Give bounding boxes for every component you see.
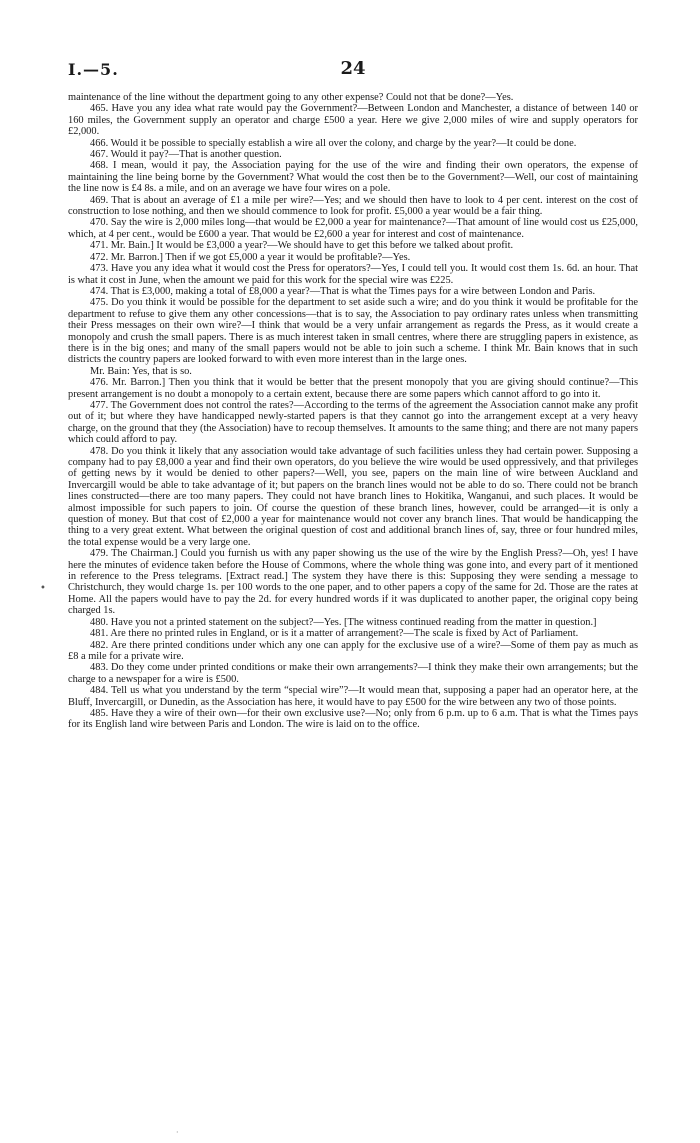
scan-mark: · xyxy=(176,1128,179,1137)
paragraph: 475. Do you think it would be possible for the department to set aside such a wire; and do you think it would be profitable for the department to refuse to give them any other concessions—that is to say, the Association to pay ordinary rates unless when transmitting their Press messages on their own wire?—I think that would be a very unfair arrangement as regards the Press, as it would create a monopoly and crush the small papers. There is as much interest taken in small centres, where there are struggling papers in existence, as there is in the big ones; and many of the small papers would not be able to join such a scheme. I think Mr. Bain knows that in such districts the country papers are looked forward to with even more interest than in the large ones. xyxy=(68,297,638,366)
paragraph: 466. Would it be possible to specially establish a wire all over the colony, and charge by the year?—It could be done. xyxy=(90,137,577,149)
margin-mark: • xyxy=(40,583,46,594)
paragraph: 482. Are there printed conditions under which any one can apply for the exclusive use of a wire?—Some of them pay as much as £8 a mile for a private wire. xyxy=(68,639,638,662)
paragraph: 481. Are there no printed rules in England, or is it a matter of arrangement?—The scale is fixed by Act of Parliament. xyxy=(90,628,579,640)
paragraph: 485. Have they a wire of their own—for their own exclusive use?—No; only from 6 p.m. up to 6 a.m. That is what the Times pays for its English land wire between Paris and London. The wire is laid on to the office. xyxy=(68,707,638,731)
paragraph: 477. The Government does not control the rates?—According to the terms of the agreement the Association cannot make any profit out of it; but where they have handicapped newly-started papers is that they cannot go into the arrangement except at a very heavy charge, on the ground that they (the Association) have to recoup themselves. It amounts to the same thing; and there are not many papers which could afford to pay. xyxy=(68,399,638,446)
paragraph: 479. The Chairman.] Could you furnish us with any paper showing us the use of the wire by the English Press?—Oh, yes! I have here the minutes of evidence taken before the House of Commons, where the whole thing was gone into, and every part of it mentioned in reference to the Press telegrams. [Extract read.] The system they have there is this: Supposing they were sending a message to Christchurch, they would charge 1s. per 100 words to the one paper, and to other papers a copy of the same for 2d. Those are the rates at Home. All the papers would have to pay the 2d. for every hundred words if it was duplicated to another paper, the original copy being charged 1s. xyxy=(68,548,638,617)
paragraph: 480. Have you not a printed statement on the subject?—Yes. [The witness continued reading from the matter in question.] xyxy=(90,616,597,628)
paragraph: 473. Have you any idea what it would cost the Press for operators?—Yes, I could tell you. It would cost them 1s. 6d. an hour. That is what it cost in June, when the amount we paid for this work for the special wire was £225. xyxy=(68,263,638,286)
paragraph: 476. Mr. Barron.] Then you think that it would be better that the present monopoly that you are giving should continue?—This present arrangement is no doubt a monopoly to a certain extent, because there are some papers which cannot afford to go into it. xyxy=(68,377,638,400)
paragraph: 478. Do you think it likely that any association would take advantage of such facilities unless they had certain power. Supposing a company had to pay £8,000 a year and find their own operators, do you believe the wire would be used oppressively, and that privileges of getting news by it would be denied to other papers?—Well, you see, papers on the main line of wire between Auckland and Invercargill would be able to take advantage of it; but papers on the branch lines would not be able to do so. There could not be branch lines constructed—there are too many papers. They could not have branch lines to Hokitika, Wanganui, and such places. It would be almost impossible for such papers to join. Of course the question of these branch lines, however, could be arranged—it is only a question of money. But that cost of £2,000 a year for maintenance would not cover any branch lines. That would be handicapping the thing to a very great extent. What between the original question of cost and additional branch lines of, say, three or four hundred miles, the total expense would be a very large one. xyxy=(68,445,638,548)
paragraph: 465. Have you any idea what rate would pay the Government?—Between London and Manchester, a distance of between 140 or 160 miles, the Government supply an operator and charge £500 a year. Here we give 2,000 miles of wire and supply operators for £2,000. xyxy=(68,103,638,138)
paragraph: 472. Mr. Barron.] Then if we got £5,000 a year it would be profitable?—Yes. xyxy=(90,251,411,263)
paragraph: 469. That is about an average of £1 a mile per wire?—Yes; and we should then have to look to 4 per cent. interest on the cost of construction to lose nothing, and then we should commence to look for profit. £5,000 a year would be a fair thing. xyxy=(68,194,638,218)
body-text xyxy=(68,92,638,731)
paragraph: 484. Tell us what you understand by the term “special wire”?—It would mean that, supposing a paper had an operator here, at the Bluff, Invercargill, or Dunedin, as the Association has here, it would have to pay £500 for the wire between any two of those points. xyxy=(68,685,638,708)
page-number: 24 xyxy=(340,58,366,79)
paragraph: 468. I mean, would it pay, the Association paying for the use of the wire and finding their own operators, the expense of maintaining the line being borne by the Government? What would the cost then be to the Government?—Well, our cost of maintaining the line now is £4 8s. a mile, and on an average we have four wires on a pole. xyxy=(68,160,638,195)
paragraph: 471. Mr. Bain.] It would be £3,000 a year?—We should have to get this before we talked about profit. xyxy=(90,240,514,252)
paragraph: 474. That is £3,000, making a total of £8,000 a year?—That is what the Times pays for a wire between London and Paris. xyxy=(90,285,596,297)
paragraph: 470. Say the wire is 2,000 miles long—that would be £2,000 a year for maintenance?—That amount of line would cost us £25,000, which, at 4 per cent., would be £600 a year. That would be £2,600 a year for interest and cost of maintenance. xyxy=(68,217,638,240)
page-header xyxy=(68,58,638,82)
paragraph: Mr. Bain: Yes, that is so. xyxy=(90,365,192,377)
document-reference: I.—5. xyxy=(68,60,119,79)
paragraph: 467. Would it pay?—That is another question. xyxy=(90,149,282,161)
paragraph: 483. Do they come under printed conditions or make their own arrangements?—I think they make their own arrangements; but the charge to a newspaper for a wire is £500. xyxy=(68,662,638,685)
paragraph: maintenance of the line without the department going to any other expense? Could not that be done?—Yes. xyxy=(68,92,514,103)
